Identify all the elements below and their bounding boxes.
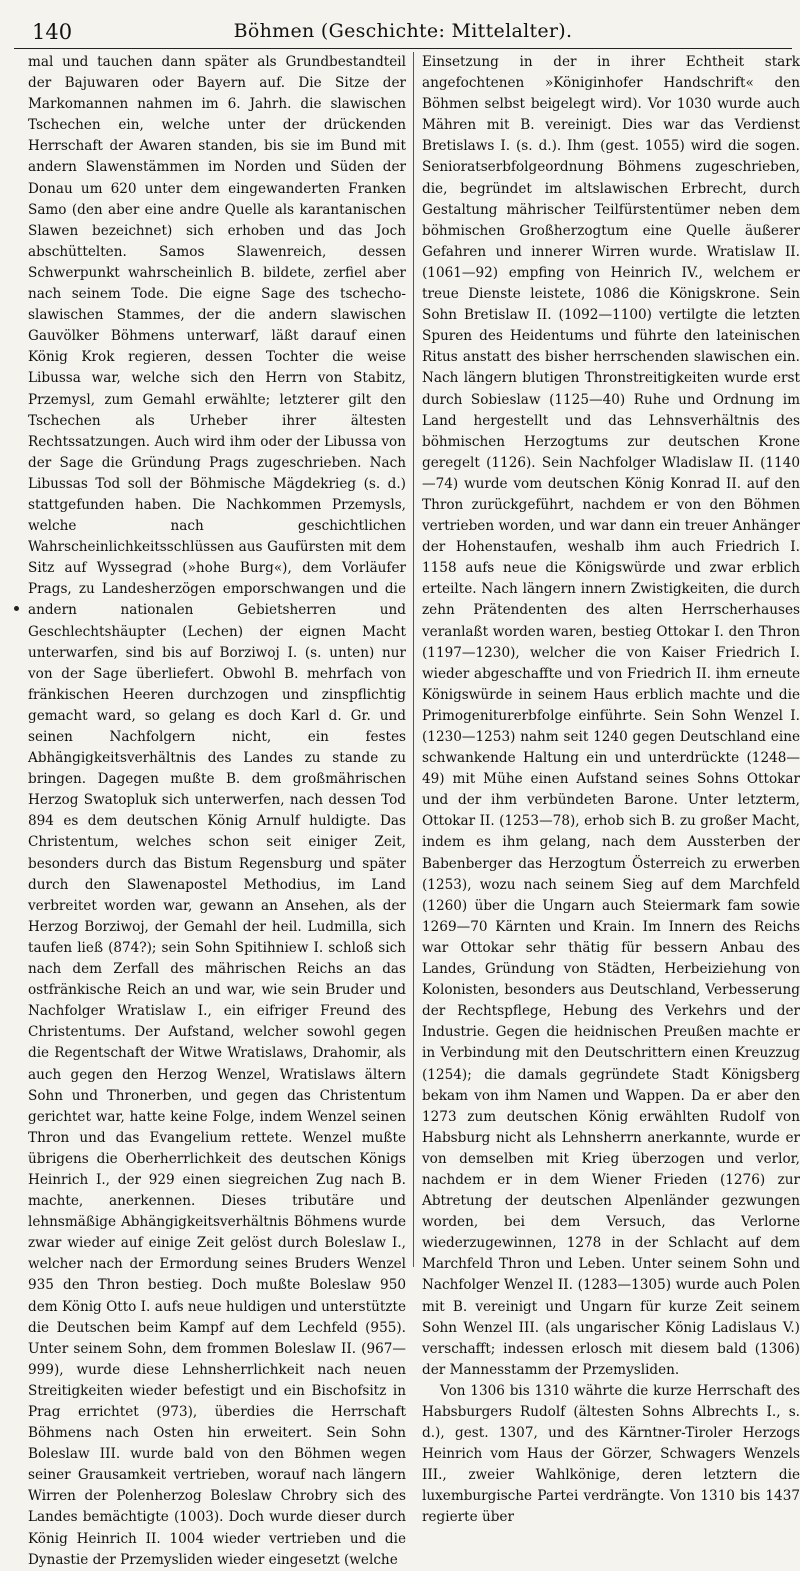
page-number: 140 <box>32 20 73 44</box>
left-paragraph: mal und tauchen dann später als Grundbestandteil der Bajuwaren oder Bayern auf. Die Sitze der Markomannen nahmen im 6. Jahrh. die slawischen Tschechen ein, welche unter der drückenden Herrschaft der Awaren standen, bis sie im Bund mit andern Slawenstämmen im Norden und Süden der Donau um 620 unter dem eingewanderten Franken Samo (den aber eine andre Quelle als karantanischen Slawen bezeichnet) sich erhoben und das Joch abschüttelten. Samos Slawenreich, dessen Schwerpunkt wahrscheinlich B. bildete, zerfiel aber nach seinem Tode. Die eigne Sage des tschecho-slawischen Stammes, der die andern slawischen Gauvölker Böhmens unterwarf, läßt darauf einen König Krok regieren, dessen Tochter die weise Libussa war, welche sich den Herrn von Stabitz, Przemysl, zum Gemahl erwählte; letzterer gilt den Tschechen als Urheber ihrer ältesten Rechtssatzungen. Auch wird ihm oder der Libussa von der Sage die Gründung Prags zugeschrieben. Nach Libussas Tod soll der Böhmische Mägdekrieg (s. d.) stattgefunden haben. Die Nachkommen Przemysls, welche nach geschichtlichen Wahrscheinlichkeitsschlüssen aus Gaufürsten mit dem Sitz auf Wyssegrad (»hohe Burg«), dem Vorläufer Prags, zu Landesherzögen emporschwangen und die andern nationalen Gebietsherren und Geschlechtshäupter (Lechen) der eignen Macht unterwarfen, sind bis auf Borziwoj I. (s. unten) nur von der Sage überliefert. Obwohl B. mehrfach von fränkischen Heeren durchzogen und zinspflichtig gemacht ward, so gelang es doch Karl d. Gr. und seinen Nachfolgern nicht, ein festes Abhängigkeitsverhältnis des Landes zu stande zu bringen. Dagegen mußte B. dem großmährischen Herzog Swatopluk sich unterwerfen, nach dessen Tod 894 es dem deutschen König Arnulf huldigte. Das Christentum, welches schon seit einiger Zeit, besonders durch das Bistum Regensburg und später durch den Slawenapostel Methodius, im Land verbreitet worden war, gewann an Ansehen, als der Herzog Borziwoj, der Gemahl der heil. Ludmilla, sich taufen ließ (874?); sein Sohn Spitihniew I. schloß sich nach dem Zerfall des mährischen Reichs an das ostfränkische Reich an und war, wie sein Bruder und Nachfolger Wratislaw I., ein eifriger Freund des Christentums. Der Aufstand, welcher sowohl gegen die Regentschaft der Witwe Wratislaws, Drahomir, als auch gegen den Herzog Wenzel, Wratislaws ältern Sohn und Thronerben, und gegen das Christentum gerichtet war, hatte keine Folge, indem Wenzel seinen Thron und das Evangelium rettete. Wenzel mußte übrigens die Oberherrlichkeit des deutschen Königs Heinrich I., der 929 einen siegreichen Zug nach B. machte, anerkennen. Dieses tributäre und lehnsmäßige Abhängigkeitsverhältnis Böhmens wurde zwar wieder auf einige Zeit gelöst durch Boleslaw I., welcher nach der Ermordung seines Bruders Wenzel 935 den Thron bestieg. Doch mußte Boleslaw 950 dem König Otto I. aufs neue huldigen und unterstützte die Deutschen beim Kampf auf dem Lechfeld (955). Unter seinem Sohn, dem frommen Boleslaw II. (967—999), wurde diese Lehnsherrlichkeit nach neuen Streitigkeiten wieder befestigt und ein Bischofsitz in Prag errichtet (973), überdies die Herrschaft Böhmens nach Osten hin erweitert. Sein Sohn Boleslaw III. wurde bald von den Böhmen wegen seiner Grausamkeit vertrieben, worauf nach längern Wirren der Polenherzog Boleslaw Chrobry sich des Landes bemächtigte (1003). Doch wurde dieser durch König Heinrich II. 1004 wieder vertrieben und die Dynastie der Przemysliden wieder eingesetzt (welche <box>28 54 406 1568</box>
right-column <box>422 52 800 1526</box>
margin-mark <box>14 606 19 611</box>
running-title: Böhmen (Geschichte: Mittelalter). <box>233 20 573 42</box>
right-paragraph-2: Von 1306 bis 1310 währte die kurze Herrschaft des Habsburgers Rudolf (ältesten Sohns Albrechts I., s. d.), gest. 1307, und des Kärntner-Tiroler Herzogs Heinrich vom Haus der Görzer, Schwagers Wenzels III., zweier Wahlkönige, deren letztern die luxemburgische Partei verdrängte. Von 1310 bis 1437 regierte über <box>422 1382 800 1526</box>
right-paragraph-1: Einsetzung in der in ihrer Echtheit stark angefochtenen »Königinhofer Handschrift« den Böhmen selbst beigelegt wird). Vor 1030 wurde auch Mähren mit B. vereinigt. Dies war das Verdienst Bretislaws I. (s. d.). Ihm (gest. 1055) wird die sogen. Senioratserbfolgeordnung Böhmens zugeschrieben, die, begründet im altslawischen Erbrecht, durch Gestaltung mährischer Teilfürstentümer neben dem böhmischen Großherzogtum eine Quelle äußerer Gefahren und innerer Wirren wurde. Wratislaw II. (1061—92) empfing von Heinrich IV., welchem er treue Dienste leistete, 1086 die Königskrone. Sein Sohn Bretislaw II. (1092—1100) vertilgte die letzten Spuren des Heidentums und führte den lateinischen Ritus anstatt des bisher herrschenden slawischen ein. Nach längern blutigen Thronstreitigkeiten wurde erst durch Sobieslaw (1125—40) Ruhe und Ordnung im Land hergestellt und das Lehnsverhältnis des böhmischen Herzogtums zur deutschen Krone geregelt (1126). Sein Nachfolger Wladislaw II. (1140—74) wurde vom deutschen König Konrad II. auf den Thron zurückgeführt, nachdem er von den Böhmen vertrieben worden, und war dann ein treuer Anhänger der Hohenstaufen, weshalb ihm auch Friedrich I. 1158 aufs neue die Königswürde und zwar erblich erteilte. Nach längern innern Zwistigkeiten, die durch zehn Prätendenten des alten Herrscherhauses veranlaßt worden waren, bestieg Ottokar I. den Thron (1197—1230), welcher die von Kaiser Friedrich I. wieder abgeschaffte und von Friedrich II. ihm erneute Königswürde in seinem Haus erblich machte und die Primogeniturerbfolge einführte. Sein Sohn Wenzel I. (1230—1253) nahm seit 1240 gegen Deutschland eine schwankende Haltung ein und unterdrückte (1248—49) mit Mühe einen Aufstand seines Sohns Ottokar und der ihm verbündeten Barone. Unter letzterm, Ottokar II. (1253—78), erhob sich B. zu großer Macht, indem es ihm gelang, nach dem Aussterben der Babenberger das Herzogtum Österreich zu erwerben (1253), wozu nach seinem Sieg auf dem Marchfeld (1260) über die Ungarn auch Steiermark fam sowie 1269—70 Kärnten und Krain. Im Innern des Reichs war Ottokar sehr thätig für bessern Anbau des Landes, Gründung von Städten, Herbeiziehung von Kolonisten, besonders aus Deutschland, Verbesserung der Rechtspflege, Hebung des Verkehrs und der Industrie. Gegen die heidnischen Preußen machte er in Verbindung mit den Deutschrittern einen Kreuzzug (1254); die damals gegründete Stadt Königsberg bekam von ihm Namen und Wappen. Da er aber den 1273 zum deutschen König erwählten Rudolf von Habsburg nicht als Lehnsherrn anerkannte, wurde er von demselben mit Krieg überzogen und verlor, nachdem er in dem Wiener Frieden (1276) zur Abtretung der deutschen Alpenländer gezwungen worden, bei dem Versuch, das Verlorne wiederzugewinnen, 1278 in der Schlacht auf dem Marchfeld Thron und Leben. Unter seinem Sohn und Nachfolger Wenzel II. (1283—1305) wurde auch Polen mit B. vereinigt und Ungarn für kurze Zeit seinem Sohn Wenzel III. (als ungarischer König Ladislaus V.) verschafft; indessen erlosch mit diesem bald (1306) der Mannesstamm der Przemysliden. <box>422 54 800 1378</box>
page-header <box>14 14 792 49</box>
text-columns <box>28 52 800 1568</box>
left-column <box>28 52 406 1568</box>
column-divider <box>413 52 414 1267</box>
